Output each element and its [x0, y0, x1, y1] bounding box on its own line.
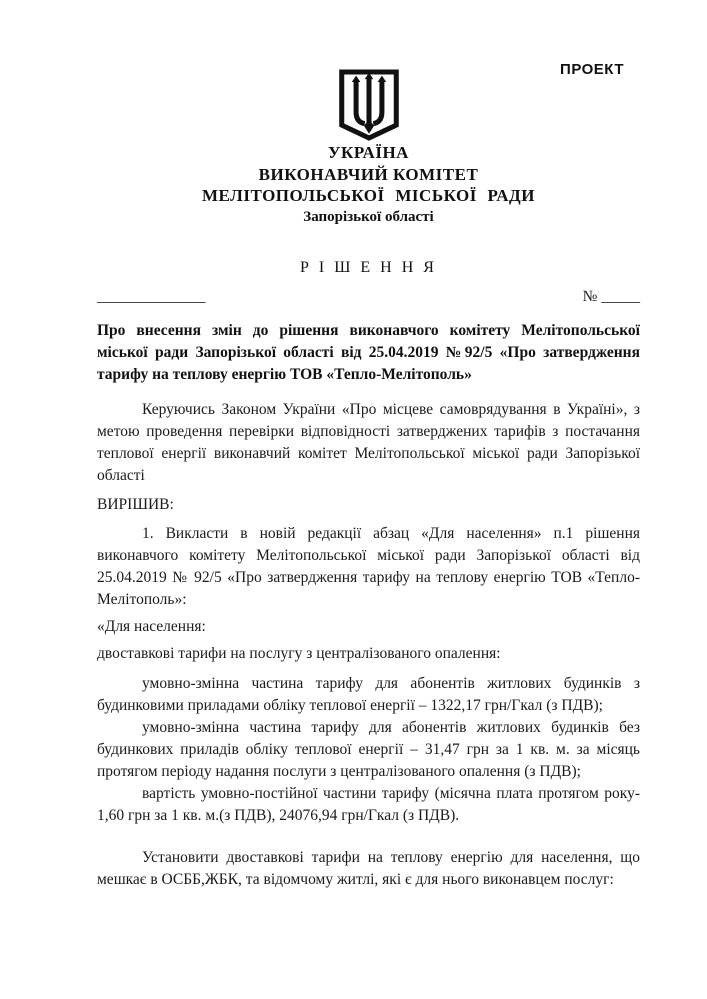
draft-label: ПРОЕКТ [560, 61, 624, 78]
header-region: Запорізької області [303, 209, 434, 225]
header-country: УКРАЇНА [328, 143, 409, 162]
number-placeholder: _____ [597, 288, 640, 305]
item-1-paragraph: 1. Викласти в новій редакції абзац «Для населення» п.1 рішення виконавчого комітету Мелітопольської міської ради Запорізької області від 25.04.2019 № 92/5 «Про затвердження тарифу на теплову енергію ТОВ «Тепло-Мелітополь»: [97, 525, 640, 608]
resolved-label: ВИРІШИВ: [97, 496, 174, 513]
tariff-item: умовно-змінна частина тарифу для абонентів житлових будинків з будинковими приладами обліку теплової енергії – 1322,17 грн/Гкал (з ПДВ); [97, 675, 640, 714]
closing-paragraph: Установити двоставкові тарифи на теплову енергію для населення, що мешкає в ОСББ,ЖБК, та відомчому житлі, які є для нього виконавцем послуг: [97, 849, 640, 888]
intro-paragraph: Керуючись Законом України «Про місцеве самоврядування в Україні», з метою проведення перевірки відповідності затверджених тарифів з постачання теплової енергії виконавчий комітет Мелітопольської міської ради Запорізької області [97, 401, 640, 484]
document-type-heading: Р І Ш Е Н Н Я [300, 259, 437, 276]
date-number-line [97, 286, 640, 308]
tariff-item: вартість умовно-постійної частини тарифу (місячна плата протягом року- 1,60 грн за 1 кв. м.(з ПДВ), 24076,94 грн/Гкал (з ПДВ). [97, 785, 640, 824]
two-rate-intro-line: двоставкові тарифи на послугу з централізованого опалення: [97, 645, 501, 662]
header-council: МЕЛІТОПОЛЬСЬКОЇ МІСЬКОЇ РАДИ [202, 186, 535, 205]
trident-icon [336, 68, 402, 142]
number-label: № [582, 288, 598, 305]
tariff-item: умовно-змінна частина тарифу для абонентів житлових будинків без будинкових приладів обліку теплової енергії – 31,47 грн за 1 кв. м. за місяць протягом періоду надання послуги з централізованого опалення (з ПДВ); [97, 719, 640, 780]
header-committee: ВИКОНАВЧИЙ КОМІТЕТ [258, 165, 479, 184]
document-title: Про внесення змін до рішення виконавчого комітету Мелітопольської міської ради Запорізької області від 25.04.2019 №92/5 «Про затвердження тарифу на теплову енергію ТОВ «Тепло-Мелітополь» [97, 322, 640, 383]
date-blank: ______________ [97, 288, 206, 305]
number-blank [583, 286, 640, 308]
for-population-line: «Для населення: [97, 618, 206, 635]
ukraine-coat-of-arms [336, 68, 402, 142]
